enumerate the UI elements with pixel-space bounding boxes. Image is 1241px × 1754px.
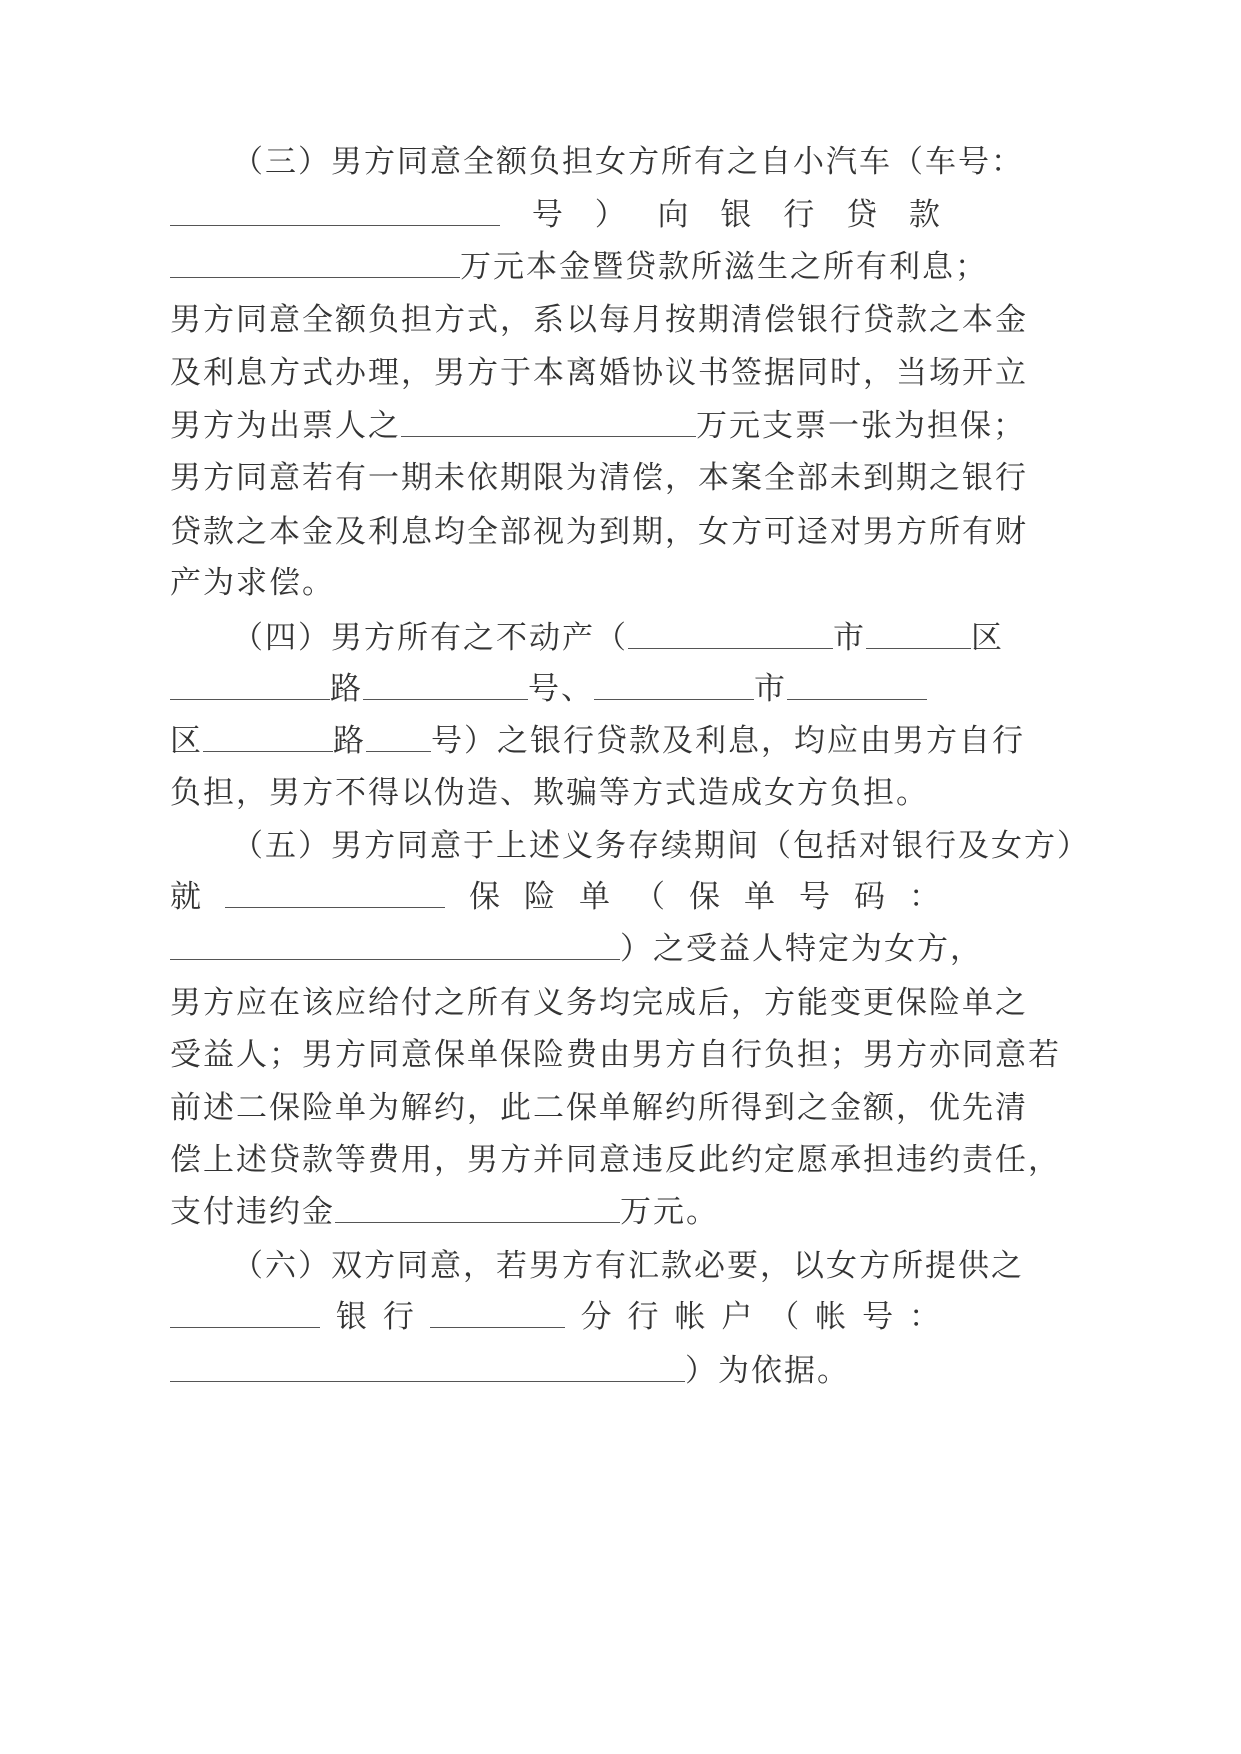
text-run: 万元支票一张为担保； [696, 408, 1026, 444]
fill-in-blank [170, 224, 500, 226]
text-run: 负担，男方不得以伪造、欺骗等方式造成女方负担。 [170, 775, 929, 811]
text-run: 号 [862, 1299, 894, 1335]
fill-in-blank [366, 750, 431, 752]
text-line [170, 244, 988, 290]
text-line [170, 666, 927, 712]
text-run: 男方同意若有一期未依期限为清偿，本案全部未到期之银行 [170, 460, 1028, 496]
text-run: 贷款之本金及利息均全部视为到期，女方可迳对男方所有财 [170, 514, 1028, 550]
fill-in-blank [866, 647, 971, 649]
text-run: 受益人；男方同意保单保险费由男方自行负担；男方亦同意若 [170, 1037, 1061, 1073]
fill-in-blank [170, 1326, 320, 1328]
fill-in-blank [401, 435, 696, 437]
text-line [170, 297, 1028, 343]
text-line [170, 926, 983, 972]
text-line [232, 615, 1004, 661]
text-run: 前述二保险单为解约，此二保单解约所得到之金额，优先清 [170, 1090, 1028, 1126]
text-run: 号 [531, 197, 563, 233]
text-run: ） [594, 197, 626, 233]
text-run: 单 [744, 879, 775, 915]
text-run: （四）男方所有之不动产（ [232, 620, 628, 656]
text-run: 号）之银行贷款及利息，均应由男方自行 [431, 723, 1025, 759]
text-run: 男方为出票人之 [170, 408, 401, 444]
text-run: 号、 [528, 671, 594, 707]
text-line [170, 1189, 719, 1235]
text-run: ： [908, 1299, 940, 1335]
text-line [170, 192, 940, 238]
text-run: 行 [382, 1299, 414, 1335]
text-run: 贷 [846, 197, 878, 233]
text-run: 码 [854, 879, 885, 915]
fill-in-blank [335, 1221, 620, 1223]
text-run: （ [768, 1299, 800, 1335]
fill-in-blank [430, 1326, 565, 1328]
text-run: 万元。 [620, 1194, 719, 1230]
text-run: 险 [524, 879, 555, 915]
text-run: 银 [335, 1299, 367, 1335]
text-run: 支付违约金 [170, 1194, 335, 1230]
text-line [170, 403, 1026, 449]
text-run: 分 [580, 1299, 612, 1335]
text-run: 保 [469, 879, 500, 915]
fill-in-blank [170, 276, 460, 278]
text-line [170, 455, 1028, 501]
text-line [170, 718, 1025, 764]
text-run: 就 [170, 879, 201, 915]
text-run: 款 [908, 197, 940, 233]
text-line [232, 823, 1090, 869]
text-run: 男方应在该应给付之所有义务均完成后，方能变更保险单之 [170, 985, 1028, 1021]
text-run: 及利息方式办理，男方于本离婚协议书签据同时，当场开立 [170, 355, 1028, 391]
text-run: 号 [799, 879, 830, 915]
text-line [170, 1294, 940, 1340]
fill-in-blank [203, 750, 333, 752]
text-run: ： [909, 879, 940, 915]
text-run: 区 [170, 723, 203, 759]
text-line [170, 1085, 1028, 1131]
text-run: （ [634, 879, 665, 915]
text-run: 万元本金暨贷款所滋生之所有利息； [460, 249, 988, 285]
fill-in-blank [363, 698, 528, 700]
text-run: 区 [971, 620, 1004, 656]
text-run: ）为依据。 [685, 1353, 850, 1389]
text-line [170, 874, 940, 920]
fill-in-blank [170, 958, 620, 960]
text-line [232, 1243, 1024, 1289]
fill-in-blank [628, 647, 833, 649]
fill-in-blank [787, 698, 927, 700]
text-run: 市 [754, 671, 787, 707]
text-run: 路 [333, 723, 366, 759]
text-run: 帐 [674, 1299, 706, 1335]
text-run: 向 [657, 197, 689, 233]
text-line [170, 980, 1028, 1026]
text-run: 银 [720, 197, 752, 233]
text-run: 市 [833, 620, 866, 656]
text-line [170, 770, 929, 816]
text-line [170, 350, 1028, 396]
text-run: 单 [579, 879, 610, 915]
text-run: （五）男方同意于上述义务存续期间（包括对银行及女方） [232, 828, 1090, 864]
text-run: 帐 [815, 1299, 847, 1335]
fill-in-blank [170, 1380, 685, 1382]
text-run: ）之受益人特定为女方， [620, 931, 983, 967]
text-run: 产为求偿。 [170, 565, 335, 601]
text-run: 保 [689, 879, 720, 915]
text-run: （三）男方同意全额负担女方所有之自小汽车（车号： [232, 144, 1024, 180]
text-run: 行 [783, 197, 815, 233]
text-run: 路 [330, 671, 363, 707]
text-run: （六）双方同意，若男方有汇款必要，以女方所提供之 [232, 1248, 1024, 1284]
text-line [170, 1032, 1061, 1078]
text-run: 户 [721, 1299, 753, 1335]
text-line [170, 509, 1028, 555]
text-line [170, 1348, 850, 1394]
text-run: 偿上述贷款等费用，男方并同意违反此约定愿承担违约责任， [170, 1142, 1061, 1178]
fill-in-blank [170, 698, 330, 700]
fill-in-blank [225, 906, 445, 908]
text-line [232, 139, 1024, 185]
text-line [170, 1137, 1061, 1183]
text-run: 行 [627, 1299, 659, 1335]
text-run: 男方同意全额负担方式，系以每月按期清偿银行贷款之本金 [170, 302, 1028, 338]
text-line [170, 560, 335, 606]
fill-in-blank [594, 698, 754, 700]
